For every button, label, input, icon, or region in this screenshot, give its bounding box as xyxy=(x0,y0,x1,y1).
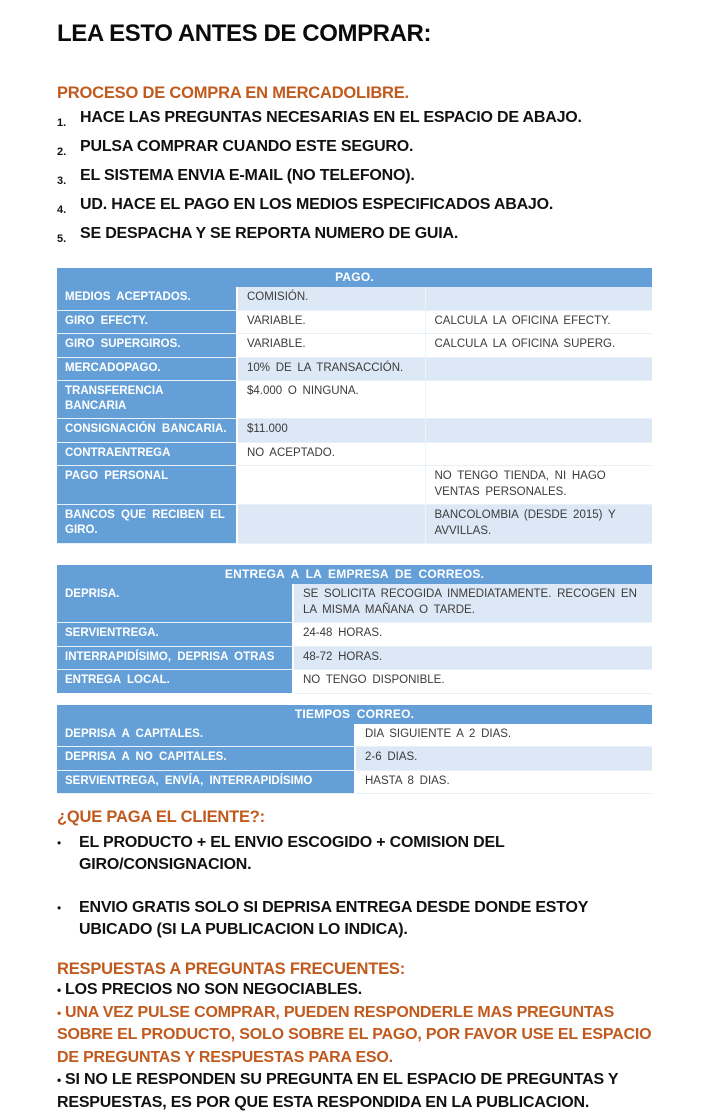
row-value: VARIABLE. xyxy=(237,310,425,334)
row-value: NO TENGO DISPONIBLE. xyxy=(293,670,652,694)
row-value: CALCULA LA OFICINA SUPERG. xyxy=(425,334,652,358)
bullet-icon: • xyxy=(57,1005,62,1020)
faq-section xyxy=(57,960,662,1114)
table-title-row xyxy=(57,565,652,584)
table-title: TIEMPOS CORREO. xyxy=(57,705,652,724)
row-label: SERVIENTREGA. xyxy=(57,623,293,647)
row-label: CONSIGNACIÓN BANCARIA. xyxy=(57,419,237,443)
step-text: EL SISTEMA ENVIA E-MAIL (NO TELEFONO). xyxy=(80,167,415,184)
row-value xyxy=(425,419,652,443)
row-label: GIRO SUPERGIROS. xyxy=(57,334,237,358)
row-label: INTERRAPIDÍSIMO, DEPRISA OTRAS xyxy=(57,646,293,670)
client-pays-heading: ¿QUE PAGA EL CLIENTE?: xyxy=(57,808,265,826)
row-value: BANCOLOMBIA (DESDE 2015) Y AVVILLAS. xyxy=(425,505,652,544)
step-number: 3. xyxy=(57,175,67,187)
purchase-process-section xyxy=(57,84,662,251)
process-step xyxy=(57,164,662,193)
process-heading: PROCESO DE COMPRA EN MERCADOLIBRE. xyxy=(57,84,409,102)
step-number: 1. xyxy=(57,117,67,129)
row-value: NO ACEPTADO. xyxy=(237,442,425,466)
step-number: 2. xyxy=(57,146,67,158)
client-pays-bullet xyxy=(57,897,662,941)
table-head xyxy=(57,705,652,724)
table-row xyxy=(57,357,652,381)
row-label: PAGO PERSONAL xyxy=(57,466,237,505)
table-title-row xyxy=(57,705,652,724)
row-value: $4.000 O NINGUNA. xyxy=(237,381,425,419)
table-row xyxy=(57,419,652,443)
process-steps-list xyxy=(57,106,662,251)
process-step xyxy=(57,106,662,135)
step-text: HACE LAS PREGUNTAS NECESARIAS EN EL ESPACIO DE ABAJO. xyxy=(80,109,582,126)
tiempos-table xyxy=(57,705,652,795)
table-row xyxy=(57,646,652,670)
table-title: ENTREGA A LA EMPRESA DE CORREOS. xyxy=(57,565,652,584)
row-value xyxy=(425,287,652,310)
bullet-icon: • xyxy=(57,836,62,850)
row-value: DIA SIGUIENTE A 2 DIAS. xyxy=(355,724,652,747)
row-label: DEPRISA. xyxy=(57,584,293,623)
row-label: DEPRISA A NO CAPITALES. xyxy=(57,747,355,771)
row-label: DEPRISA A CAPITALES. xyxy=(57,724,355,747)
row-value xyxy=(237,505,425,544)
table-row xyxy=(57,381,652,419)
table-body xyxy=(57,287,652,544)
table-row xyxy=(57,584,652,623)
row-label: TRANSFERENCIA BANCARIA xyxy=(57,381,237,419)
table-body xyxy=(57,724,652,794)
table-row xyxy=(57,466,652,505)
row-value xyxy=(237,466,425,505)
table-head xyxy=(57,565,652,584)
process-step xyxy=(57,193,662,222)
page-title: LEA ESTO ANTES DE COMPRAR: xyxy=(57,20,432,47)
table-row xyxy=(57,505,652,544)
row-value xyxy=(425,381,652,419)
row-value: VARIABLE. xyxy=(237,334,425,358)
client-pays-section xyxy=(57,808,662,941)
row-value: SE SOLICITA RECOGIDA INMEDIATAMENTE. RECOGEN EN LA MISMA MAÑANA O TARDE. xyxy=(293,584,652,623)
row-value: 24-48 HORAS. xyxy=(293,623,652,647)
row-value: HASTA 8 DIAS. xyxy=(355,770,652,794)
row-value xyxy=(425,357,652,381)
faq-bullets xyxy=(57,979,662,1114)
bullet-icon: • xyxy=(57,1073,62,1087)
table-row xyxy=(57,310,652,334)
bullet-icon: • xyxy=(57,901,62,915)
table-row xyxy=(57,623,652,647)
table-body xyxy=(57,584,652,693)
row-label: BANCOS QUE RECIBEN EL GIRO. xyxy=(57,505,237,544)
table-row xyxy=(57,747,652,771)
table-row xyxy=(57,770,652,794)
step-text: PULSA COMPRAR CUANDO ESTE SEGURO. xyxy=(80,138,414,155)
row-value: NO TENGO TIENDA, NI HAGO VENTAS PERSONALES. xyxy=(425,466,652,505)
table-head xyxy=(57,268,652,287)
table-row xyxy=(57,724,652,747)
row-value: $11.000 xyxy=(237,419,425,443)
step-text: SE DESPACHA Y SE REPORTA NUMERO DE GUIA. xyxy=(80,225,459,242)
info-tables xyxy=(57,268,662,794)
row-label: MERCADOPAGO. xyxy=(57,357,237,381)
faq-bullet: • LOS PRECIOS NO SON NEGOCIABLES. xyxy=(57,981,362,998)
pago-table-wrap xyxy=(57,268,652,544)
pago-table xyxy=(57,268,652,544)
step-number: 5. xyxy=(57,233,67,245)
step-text: UD. HACE EL PAGO EN LOS MEDIOS ESPECIFICADOS ABAJO. xyxy=(80,196,554,213)
process-step xyxy=(57,135,662,164)
row-value: 48-72 HORAS. xyxy=(293,646,652,670)
faq-bullet: • SI NO LE RESPONDEN SU PREGUNTA EN EL ESPACIO DE PREGUNTAS Y RESPUESTAS, ES POR QUE ESTA RESPONDIDA EN LA PUBLICACION. xyxy=(57,1071,619,1111)
row-label: SERVIENTREGA, ENVÍA, INTERRAPIDÍSIMO xyxy=(57,770,355,794)
table-title-row xyxy=(57,268,652,287)
row-label: MEDIOS ACEPTADOS. xyxy=(57,287,237,310)
process-step xyxy=(57,222,662,251)
table-row xyxy=(57,287,652,310)
row-value: COMISIÓN. xyxy=(237,287,425,310)
client-pays-bullet xyxy=(57,832,662,876)
row-value xyxy=(425,442,652,466)
client-pays-bullets xyxy=(57,832,662,941)
faq-bullet: • UNA VEZ PULSE COMPRAR, PUEDEN RESPONDERLE MAS PREGUNTAS SOBRE EL PRODUCTO, SOLO SOBRE EL PAGO, POR FAVOR USE EL ESPACIO DE PREGUNTAS Y RESPUESTAS PARA ESO. xyxy=(57,1003,652,1066)
row-value: 10% DE LA TRANSACCIÓN. xyxy=(237,357,425,381)
entrega-table xyxy=(57,565,652,694)
bullet-icon: • xyxy=(57,983,62,997)
step-number: 4. xyxy=(57,204,67,216)
row-label: GIRO EFECTY. xyxy=(57,310,237,334)
row-label: CONTRAENTREGA xyxy=(57,442,237,466)
row-value: 2-6 DIAS. xyxy=(355,747,652,771)
table-row xyxy=(57,670,652,694)
faq-heading: RESPUESTAS A PREGUNTAS FRECUENTES: xyxy=(57,960,405,978)
tiempos-table-wrap xyxy=(57,705,652,795)
table-title: PAGO. xyxy=(57,268,652,287)
table-row xyxy=(57,442,652,466)
table-row xyxy=(57,334,652,358)
bullet-text: EL PRODUCTO + EL ENVIO ESCOGIDO + COMISION DEL GIRO/CONSIGNACION. xyxy=(79,834,505,873)
row-label: ENTREGA LOCAL. xyxy=(57,670,293,694)
entrega-table-wrap xyxy=(57,565,652,694)
row-value: CALCULA LA OFICINA EFECTY. xyxy=(425,310,652,334)
bullet-text: ENVIO GRATIS SOLO SI DEPRISA ENTREGA DESDE DONDE ESTOY UBICADO (SI LA PUBLICACION LO INDICA). xyxy=(79,899,588,938)
